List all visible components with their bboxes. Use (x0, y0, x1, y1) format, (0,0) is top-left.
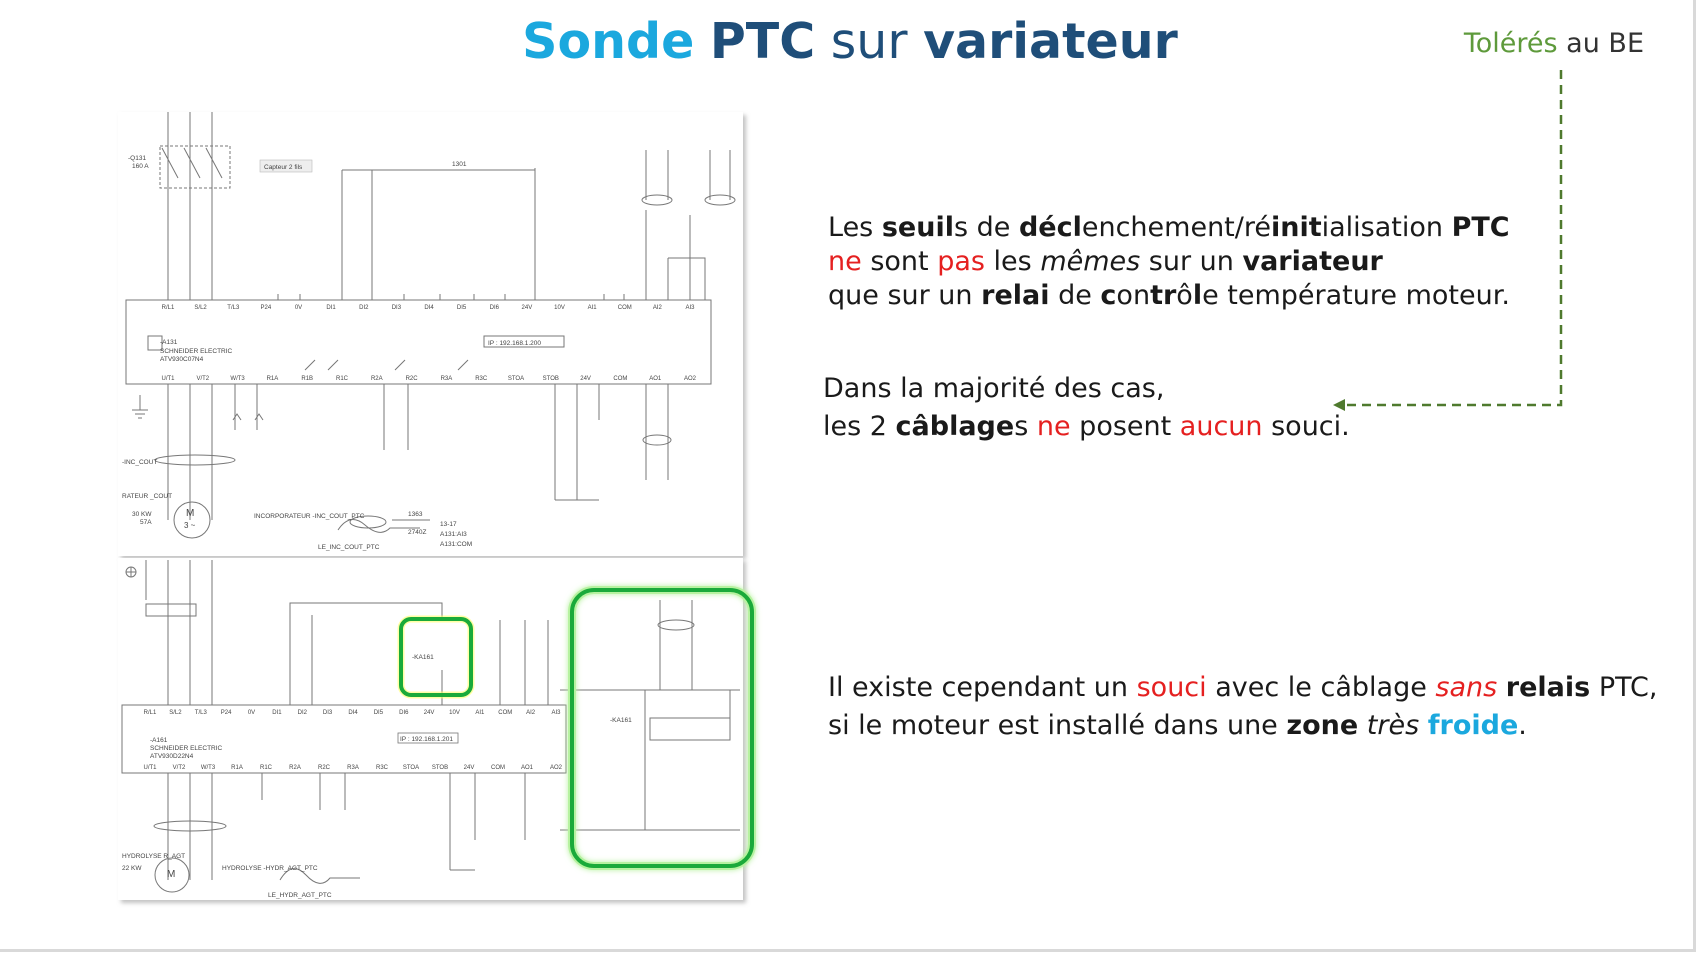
top-output-terminal: STOB (542, 376, 559, 382)
top-drive-maker: SCHNEIDER ELECTRIC (160, 348, 233, 355)
schematic-top-panel (118, 112, 743, 556)
tag-tolere: Tolérés (1463, 28, 1558, 59)
top-input-terminal: T/L3 (227, 305, 240, 311)
top-input-terminal: DI5 (456, 305, 467, 311)
top-ptc-cable: LE_INC_COUT_PTC (318, 544, 380, 551)
top-motor-symbol: M (186, 508, 195, 519)
top-input-terminal: DI1 (326, 305, 336, 311)
bottom-input-terminal: 0V (247, 710, 256, 716)
bottom-output-terminal: STOB (431, 765, 449, 771)
top-output-terminal: R3C (475, 376, 488, 382)
schematic-bottom-panel (118, 558, 743, 900)
top-ptc-ref2: A131:AI3 (440, 531, 467, 538)
top-wire-1301: 1301 (452, 161, 467, 168)
top-input-terminal: S/L2 (194, 305, 207, 311)
bottom-input-terminal: AI2 (526, 710, 536, 716)
bottom-input-terminal: COM (498, 710, 513, 716)
bottom-drive-model: ATV930D22N4 (150, 753, 194, 760)
majority-line-2: les 2 câblages ne posent aucun souci. (823, 411, 1350, 442)
top-input-terminal: AI3 (685, 305, 695, 311)
majority-line-1: Dans la majorité des cas, (823, 373, 1165, 404)
top-input-terminal: 0V (294, 305, 303, 311)
bottom-input-terminal: DI1 (272, 710, 282, 716)
top-input-terminal: DI4 (424, 305, 434, 311)
bottom-input-terminals (144, 710, 562, 716)
bottom-input-terminal: 10V (449, 710, 460, 716)
top-ptc-ref1: 13-17 (440, 521, 457, 528)
bottom-input-terminal: DI2 (297, 710, 307, 716)
top-output-terminal: R3A (440, 376, 453, 382)
bottom-input-terminal: DI5 (373, 710, 384, 716)
top-output-terminal: R1C (335, 376, 349, 382)
thresholds-line-1: Les seuils de déclenchement/réinitialisation PTC (828, 212, 1510, 243)
bottom-input-terminal: 24V (423, 710, 435, 716)
title-word-ptc: PTC (709, 13, 816, 70)
top-cable-label: -INC_COUT (122, 459, 158, 466)
top-motor-current: 57A (140, 519, 152, 526)
bottom-motor-tag: HYDROLYSE R_AGT (122, 853, 186, 860)
top-input-terminal: R/L1 (161, 305, 175, 311)
bottom-input-terminal: AI3 (551, 710, 561, 716)
cold-zone-line-2: si le moteur est installé dans une zone très froide. (828, 710, 1527, 741)
bottom-relay-label: -KA161 (412, 654, 434, 661)
top-output-terminal: 24V (580, 376, 591, 382)
top-input-terminal: DI2 (359, 305, 369, 311)
top-output-terminal: COM (613, 376, 628, 382)
title-word-variateur: variateur (923, 13, 1178, 70)
bottom-output-terminal: R1A (231, 765, 243, 771)
bottom-output-terminal: U/T1 (143, 765, 157, 771)
top-motor-power: 30 KW (132, 511, 152, 518)
top-motor-sub: 3 ~ (184, 521, 196, 530)
bottom-ptc-cable: LE_HYDR_AGT_PTC (268, 892, 332, 899)
top-input-terminal: DI3 (391, 305, 402, 311)
bottom-motor-power: 22 KW (122, 865, 142, 872)
bottom-output-terminal: 24V (463, 765, 475, 771)
bottom-output-terminal: R3C (375, 765, 389, 771)
top-ptc-ref3: A131:COM (440, 541, 473, 548)
bottom-drive-ip: IP : 192.168.1.201 (400, 736, 454, 743)
thresholds-line-3: que sur un relai de contrôle température moteur. (828, 280, 1510, 311)
top-ptc-label: INCORPORATEUR -INC_COUT_PTC (254, 513, 365, 520)
bottom-output-terminal: AO1 (520, 765, 534, 771)
cold-zone-line-1: Il existe cependant un souci avec le câblage sans relais PTC, (828, 672, 1658, 703)
top-input-terminal: P24 (260, 305, 272, 311)
top-drive-model: ATV930C07N4 (160, 356, 204, 363)
top-output-terminal: W/T3 (230, 376, 245, 382)
bottom-input-terminal: P24 (220, 710, 232, 716)
thresholds-line-2: ne sont pas les mêmes sur un variateur (828, 246, 1383, 277)
top-input-terminal: 10V (554, 305, 565, 311)
title-word-sonde: Sonde (522, 13, 695, 70)
top-output-terminal: STOA (507, 376, 525, 382)
bottom-output-terminal: R2A (289, 765, 301, 771)
bottom-ptc-relay-label: -KA161 (610, 717, 632, 724)
title-word-sur: sur (830, 13, 908, 70)
top-breaker-rating: 160 A (132, 163, 149, 170)
bottom-output-terminal: COM (491, 765, 505, 771)
bottom-drive-label: -A161 (150, 737, 168, 744)
top-output-terminal: AO1 (649, 376, 662, 382)
top-output-terminal: AO2 (683, 376, 697, 382)
bottom-drive-maker: SCHNEIDER ELECTRIC (150, 745, 223, 752)
top-input-terminal: DI6 (489, 305, 499, 311)
bottom-output-terminal: R2C (317, 765, 331, 771)
bottom-output-terminal: V/T2 (172, 765, 186, 771)
top-capteur-label: Capteur 2 fils (264, 164, 303, 171)
top-ptc-wire1: 1363 (408, 511, 423, 518)
top-output-terminal: U/T1 (161, 376, 175, 382)
bottom-output-terminal: W/T3 (200, 765, 216, 771)
top-output-terminal: R1B (301, 376, 314, 382)
bottom-output-terminal: R3A (347, 765, 359, 771)
top-breaker-label: -Q131 (128, 155, 147, 162)
bottom-motor-symbol: M (167, 869, 176, 880)
top-output-terminal: R2C (405, 376, 418, 382)
top-motor-tag: RATEUR _COUT (122, 493, 173, 500)
top-input-terminal: COM (617, 305, 632, 311)
top-output-terminal: R1A (266, 376, 279, 382)
bottom-input-terminal: AI1 (475, 710, 485, 716)
top-output-terminal: V/T2 (196, 376, 210, 382)
bottom-output-terminal: R1C (259, 765, 273, 771)
top-drive-ip: IP : 192.168.1.200 (488, 340, 542, 347)
bottom-output-terminal: STOA (402, 765, 420, 771)
bottom-input-terminal: DI3 (322, 710, 333, 716)
top-drive-label: -A131 (160, 339, 178, 346)
tag-au-be: au BE (1557, 28, 1644, 59)
bottom-output-terminals (143, 765, 562, 771)
bottom-input-terminal: DI4 (348, 710, 358, 716)
bottom-input-terminal: T/L3 (194, 710, 207, 716)
bottom-input-terminal: DI6 (399, 710, 409, 716)
top-output-terminal: R2A (370, 376, 383, 382)
bottom-ptc-label: HYDROLYSE -HYDR_AGT_PTC (222, 865, 318, 872)
bottom-input-terminal: S/L2 (169, 710, 182, 716)
bottom-output-terminal: AO2 (549, 765, 563, 771)
top-input-terminal: AI2 (652, 305, 662, 311)
top-input-terminal: AI1 (587, 305, 597, 311)
top-input-terminal: 24V (521, 305, 533, 311)
top-ptc-wire2: 2740Z (408, 529, 427, 536)
bottom-input-terminal: R/L1 (143, 710, 157, 716)
